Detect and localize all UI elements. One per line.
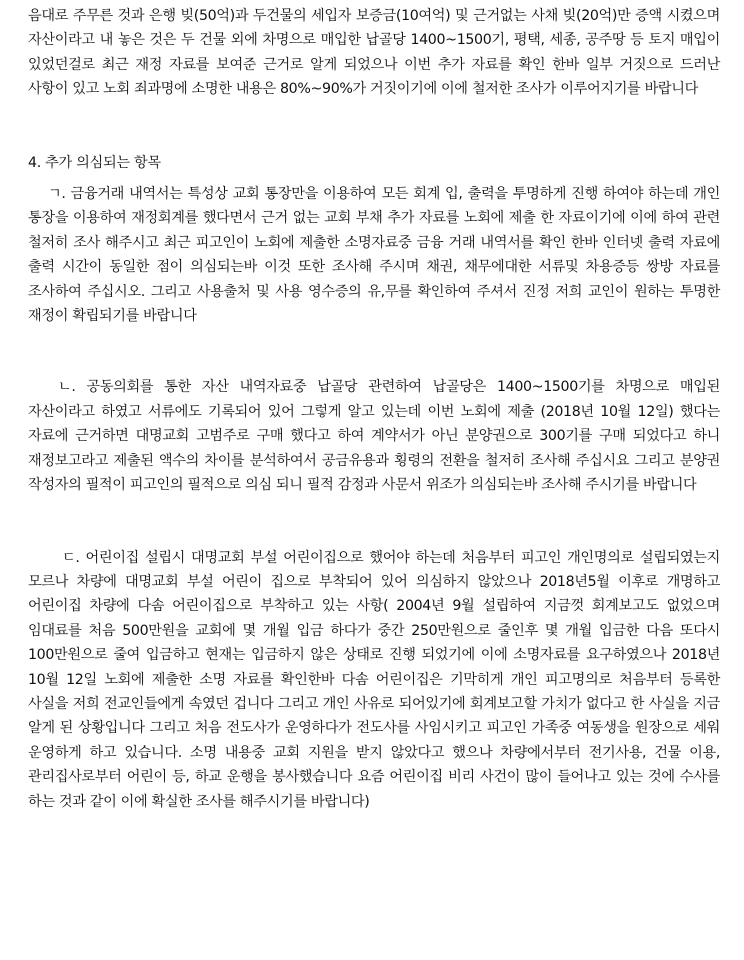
- item-na-paragraph: ㄴ. 공동의회를 통한 자산 내역자료중 납골당 관련하여 납골당은 1400~1500기를 차명으로 매입된 자산이라고 하였고 서류에도 기록되어 있어 그렇게 알고 있는데 이번 노회에 제출 (2018년 10월 12일) 했다는 자료에 근거하면 대명교회 고범주로 구매 했다고 하여 계약서가 아닌 분양권으로 300기를 구매 되었다고 하니 재정보고라고 제출된 액수의 차이를 분석하여서 공금유용과 횡령의 전환을 철저히 조사해 주십시요 그리고 분양권 작성자의 필적이 피고인의 필적으로 의심 되니 필적 감정과 사문서 위조가 의심되는바 조사해 주시기를 바랍니다: [28, 379, 720, 494]
- intro-paragraph: 음대로 주무른 것과 은행 빚(50억)과 두건물의 세입자 보증금(10여억) 및 근거없는 사채 빚(20억)만 증액 시켰으며 자산이라고 내 놓은 것은 두 건물 외에 차명으로 매입한 납골당 1400~1500기, 평택, 세종, 공주땅 등 토지 매입이 있었던걸로 최근 재정 자료를 보여준 근거로 알게 되었으나 이번 추가 자료를 확인 한바 일부 거짓으로 드러난 사항이 있고 노회 죄과명에 소명한 내용은 80%~90%가 거짓이기에 이에 철저한 조사가 이루어지기를 바랍니다: [28, 8, 720, 98]
- spacer: [28, 328, 720, 375]
- spacer: [28, 498, 720, 546]
- item-da-paragraph: ㄷ. 어린이집 설립시 대명교회 부설 어린이집으로 했어야 하는데 처음부터 피고인 개인명의로 설립되였는지 모르나 차량에 대명교회 부설 어린이 집으로 부착되어 있어 의심하지 않았으나 2018년5월 이후로 개명하고 어린이집 차량에 다솜 어린이집으로 부착하고 있는 사항( 2004년 9월 설립하여 지금껏 회계보고도 없었으며 임대료를 처음 500만원을 교회에 몇 개월 입금 하다가 중간 250만원으로 줄인후 몇 개월 입금한 다음 또다시 100만원으로 줄여 입금하고 현재는 입금하지 않은 상태로 진행 되었기에 이에 소명자료를 요구하였으나 2018년 10월 12일 노회에 제출한 소명 자료를 확인한바 다솜 어린이집은 기막히게 개인 피고명의로 처음부터 등록한 사실을 저희 전교인들에게 속였던 겁니다 그리고 개인 사유로 되어있기에 회계보고할 가치가 없다고 한 사실을 지금 알게 된 상황입니다 그리고 처음 전도사가 운영하다가 전도사를 사임시키고 피고인 가족중 여동생을 원장으로 세워 운영하게 하고 있습니다. 소명 내용중 교회 지원을 받지 않았다고 했으나 차량에서부터 전기사용, 건물 이용, 관리집사로부터 어린이 등, 하교 운행을 봉사했습니다 요즘 어린이집 비리 사건이 많이 들어나고 있는 것에 수사를 하는 것과 같이 이에 확실한 조사를 해주시기를 바랍니다): [28, 549, 720, 810]
- section-heading: 4. 추가 의심되는 항목: [28, 154, 161, 171]
- spacer: [28, 102, 720, 151]
- item-ga-paragraph: ㄱ. 금융거래 내역서는 특성상 교회 통장만을 이용하여 모든 회계 입, 출력을 투명하게 진행 하여야 하는데 개인 통장을 이용하여 재정회계를 했다면서 근거 없는 교회 부채 추가 자료를 노회에 제출 한 자료이기에 이에 하여 관련 철저히 조사 해주시고 최근 피고인이 노회에 제출한 소명자료중 금융 거래 내역서를 확인 한바 인터넷 출력 자료에 출력 시간이 동일한 점이 의심되는바 이것 또한 조사해 주시며 채권, 채무에대한 서류및 차용증등 쌍방 자료를 조사하여 주십시오. 그리고 사용출처 및 사용 영수증의 유,무를 확인하여 주셔서 진정 저희 교인이 원하는 투명한 재정이 확립되기를 바랍니다: [28, 186, 720, 325]
- spacer: [28, 175, 720, 182]
- document-page: [28, 4, 720, 814]
